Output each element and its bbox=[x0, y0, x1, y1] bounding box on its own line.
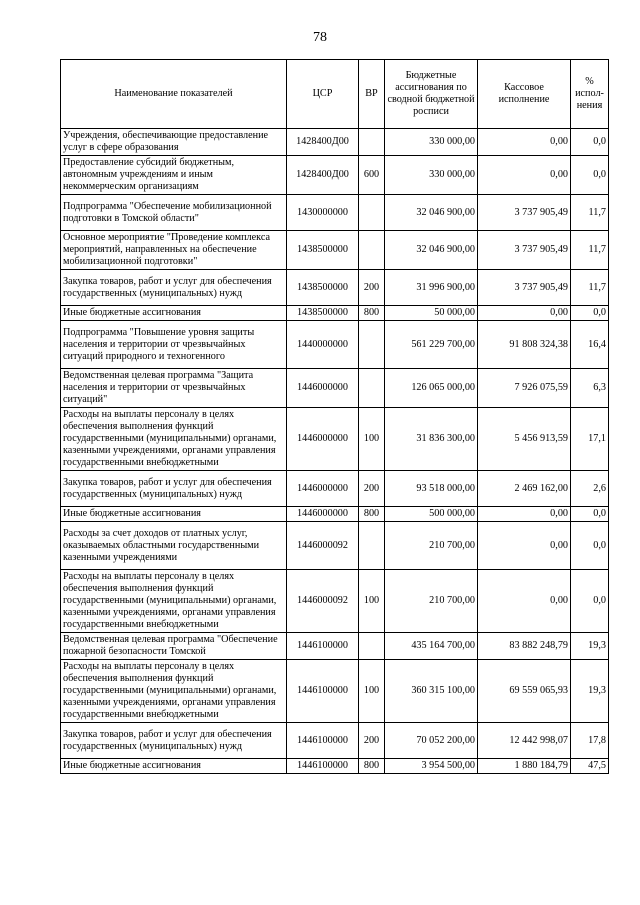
cell-percent: 11,7 bbox=[571, 270, 609, 306]
table-row bbox=[61, 270, 609, 306]
table-row bbox=[61, 195, 609, 231]
cell-vr: 100 bbox=[359, 408, 385, 471]
cell-vr: 800 bbox=[359, 306, 385, 321]
cell-allocation: 31 836 300,00 bbox=[385, 408, 478, 471]
cell-allocation: 32 046 900,00 bbox=[385, 231, 478, 270]
cell-vr: 800 bbox=[359, 507, 385, 522]
cell-percent: 11,7 bbox=[571, 195, 609, 231]
cell-vr bbox=[359, 321, 385, 369]
cell-csr: 1446000092 bbox=[287, 570, 359, 633]
table-row bbox=[61, 231, 609, 270]
cell-percent: 0,0 bbox=[571, 129, 609, 156]
cell-vr: 600 bbox=[359, 156, 385, 195]
cell-name: Иные бюджетные ассигнования bbox=[61, 759, 287, 774]
table-row bbox=[61, 156, 609, 195]
cell-percent: 17,8 bbox=[571, 723, 609, 759]
cell-allocation: 561 229 700,00 bbox=[385, 321, 478, 369]
table-row bbox=[61, 723, 609, 759]
table-row bbox=[61, 471, 609, 507]
table-row bbox=[61, 660, 609, 723]
cell-name: Закупка товаров, работ и услуг для обеспечения государственных (муниципальных) нужд bbox=[61, 270, 287, 306]
table-row bbox=[61, 570, 609, 633]
cell-name: Расходы на выплаты персоналу в целях обеспечения выполнения функций государственными (муниципальными) органами, казенными учреждениями, органами управления государственными внебюджетными bbox=[61, 660, 287, 723]
cell-allocation: 126 065 000,00 bbox=[385, 369, 478, 408]
header-cash: Кассовое исполнение bbox=[478, 60, 571, 129]
cell-vr: 100 bbox=[359, 570, 385, 633]
cell-percent: 0,0 bbox=[571, 156, 609, 195]
cell-csr: 1428400Д00 bbox=[287, 156, 359, 195]
cell-allocation: 31 996 900,00 bbox=[385, 270, 478, 306]
cell-name: Подпрограмма "Обеспечение мобилизационной подготовки в Томской области" bbox=[61, 195, 287, 231]
cell-cash: 0,00 bbox=[478, 522, 571, 570]
cell-allocation: 70 052 200,00 bbox=[385, 723, 478, 759]
cell-csr: 1438500000 bbox=[287, 231, 359, 270]
cell-allocation: 360 315 100,00 bbox=[385, 660, 478, 723]
cell-vr bbox=[359, 195, 385, 231]
header-name: Наименование показателей bbox=[61, 60, 287, 129]
cell-allocation: 32 046 900,00 bbox=[385, 195, 478, 231]
cell-name: Расходы на выплаты персоналу в целях обеспечения выполнения функций государственными (муниципальными) органами, казенными учреждениями, органами управления государственными внебюджетными bbox=[61, 408, 287, 471]
cell-percent: 17,1 bbox=[571, 408, 609, 471]
cell-allocation: 330 000,00 bbox=[385, 156, 478, 195]
cell-allocation: 435 164 700,00 bbox=[385, 633, 478, 660]
table-row bbox=[61, 507, 609, 522]
cell-csr: 1438500000 bbox=[287, 270, 359, 306]
cell-vr bbox=[359, 369, 385, 408]
cell-vr: 200 bbox=[359, 270, 385, 306]
page-number: 78 bbox=[313, 30, 327, 45]
cell-cash: 1 880 184,79 bbox=[478, 759, 571, 774]
table-row bbox=[61, 408, 609, 471]
cell-vr bbox=[359, 231, 385, 270]
header-allocation: Бюджетные ассигнования по сводной бюджетной росписи bbox=[385, 60, 478, 129]
table-header-row bbox=[61, 60, 609, 129]
table-row bbox=[61, 633, 609, 660]
cell-allocation: 330 000,00 bbox=[385, 129, 478, 156]
cell-percent: 0,0 bbox=[571, 522, 609, 570]
cell-vr: 200 bbox=[359, 471, 385, 507]
cell-cash: 12 442 998,07 bbox=[478, 723, 571, 759]
cell-name: Ведомственная целевая программа "Обеспечение пожарной безопасности Томской bbox=[61, 633, 287, 660]
cell-cash: 2 469 162,00 bbox=[478, 471, 571, 507]
cell-name: Предоставление субсидий бюджетным, автономным учреждениям и иным некоммерческим организациям bbox=[61, 156, 287, 195]
cell-cash: 0,00 bbox=[478, 129, 571, 156]
cell-name: Расходы на выплаты персоналу в целях обеспечения выполнения функций государственными (муниципальными) органами, казенными учреждениями, органами управления государственными внебюджетными bbox=[61, 570, 287, 633]
cell-csr: 1446000000 bbox=[287, 471, 359, 507]
cell-percent: 2,6 bbox=[571, 471, 609, 507]
cell-csr: 1446100000 bbox=[287, 660, 359, 723]
cell-cash: 0,00 bbox=[478, 507, 571, 522]
table-body bbox=[61, 129, 609, 774]
cell-cash: 5 456 913,59 bbox=[478, 408, 571, 471]
cell-name: Иные бюджетные ассигнования bbox=[61, 306, 287, 321]
cell-name: Основное мероприятие "Проведение комплекса мероприятий, направленных на обеспечение мобилизационной подготовки" bbox=[61, 231, 287, 270]
cell-vr bbox=[359, 522, 385, 570]
cell-percent: 47,5 bbox=[571, 759, 609, 774]
cell-allocation: 210 700,00 bbox=[385, 522, 478, 570]
cell-cash: 91 808 324,38 bbox=[478, 321, 571, 369]
cell-cash: 0,00 bbox=[478, 306, 571, 321]
header-vr: ВР bbox=[359, 60, 385, 129]
cell-csr: 1446100000 bbox=[287, 723, 359, 759]
table-row bbox=[61, 306, 609, 321]
cell-percent: 19,3 bbox=[571, 633, 609, 660]
cell-name: Иные бюджетные ассигнования bbox=[61, 507, 287, 522]
cell-allocation: 93 518 000,00 bbox=[385, 471, 478, 507]
table-row bbox=[61, 369, 609, 408]
cell-cash: 0,00 bbox=[478, 570, 571, 633]
budget-execution-table bbox=[60, 59, 609, 774]
cell-cash: 3 737 905,49 bbox=[478, 231, 571, 270]
cell-percent: 19,3 bbox=[571, 660, 609, 723]
cell-name: Закупка товаров, работ и услуг для обеспечения государственных (муниципальных) нужд bbox=[61, 471, 287, 507]
cell-percent: 16,4 bbox=[571, 321, 609, 369]
cell-vr: 200 bbox=[359, 723, 385, 759]
cell-csr: 1428400Д00 bbox=[287, 129, 359, 156]
cell-vr: 100 bbox=[359, 660, 385, 723]
cell-csr: 1438500000 bbox=[287, 306, 359, 321]
cell-allocation: 50 000,00 bbox=[385, 306, 478, 321]
cell-percent: 0,0 bbox=[571, 306, 609, 321]
cell-csr: 1446100000 bbox=[287, 633, 359, 660]
cell-csr: 1430000000 bbox=[287, 195, 359, 231]
header-csr: ЦСР bbox=[287, 60, 359, 129]
cell-name: Ведомственная целевая программа "Защита населения и территории от чрезвычайных ситуаций" bbox=[61, 369, 287, 408]
cell-percent: 6,3 bbox=[571, 369, 609, 408]
cell-cash: 3 737 905,49 bbox=[478, 195, 571, 231]
cell-cash: 69 559 065,93 bbox=[478, 660, 571, 723]
cell-name: Подпрограмма "Повышение уровня защиты населения и территории от чрезвычайных ситуаций природного и техногенного bbox=[61, 321, 287, 369]
cell-percent: 0,0 bbox=[571, 570, 609, 633]
cell-csr: 1446000092 bbox=[287, 522, 359, 570]
cell-vr: 800 bbox=[359, 759, 385, 774]
table-row bbox=[61, 321, 609, 369]
cell-cash: 7 926 075,59 bbox=[478, 369, 571, 408]
cell-allocation: 500 000,00 bbox=[385, 507, 478, 522]
table-row bbox=[61, 759, 609, 774]
cell-cash: 83 882 248,79 bbox=[478, 633, 571, 660]
cell-csr: 1446100000 bbox=[287, 759, 359, 774]
cell-name: Учреждения, обеспечивающие предоставление услуг в сфере образования bbox=[61, 129, 287, 156]
cell-cash: 3 737 905,49 bbox=[478, 270, 571, 306]
cell-csr: 1446000000 bbox=[287, 369, 359, 408]
cell-allocation: 210 700,00 bbox=[385, 570, 478, 633]
header-percent: % испол-нения bbox=[571, 60, 609, 129]
cell-csr: 1446000000 bbox=[287, 408, 359, 471]
cell-csr: 1446000000 bbox=[287, 507, 359, 522]
cell-allocation: 3 954 500,00 bbox=[385, 759, 478, 774]
cell-name: Расходы за счет доходов от платных услуг, оказываемых областными государственными казенными учреждениями bbox=[61, 522, 287, 570]
table-row bbox=[61, 522, 609, 570]
table-row bbox=[61, 129, 609, 156]
cell-vr bbox=[359, 633, 385, 660]
cell-cash: 0,00 bbox=[478, 156, 571, 195]
cell-percent: 0,0 bbox=[571, 507, 609, 522]
cell-csr: 1440000000 bbox=[287, 321, 359, 369]
cell-vr bbox=[359, 129, 385, 156]
cell-percent: 11,7 bbox=[571, 231, 609, 270]
cell-name: Закупка товаров, работ и услуг для обеспечения государственных (муниципальных) нужд bbox=[61, 723, 287, 759]
